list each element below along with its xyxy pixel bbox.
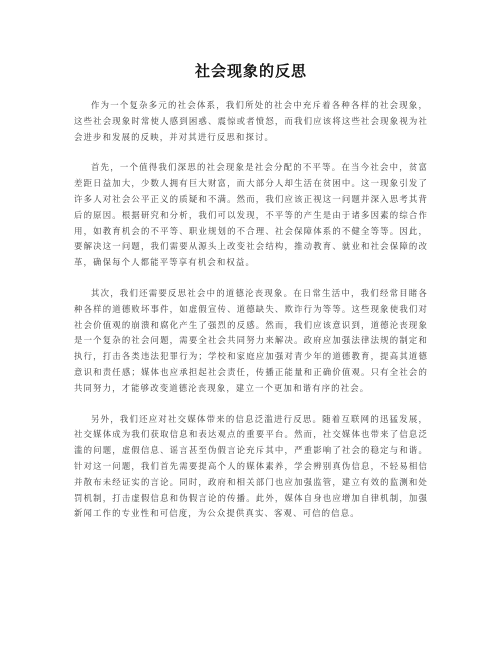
paragraph-morality: 其次，我们还需要反思社会中的道德沦丧现象。在日常生活中，我们经常目睹各种各样的道德败坏事件，如虚假宣传、道德缺失、欺诈行为等等。这些现象使我们对社会价值观的崩溃和腐化产生了强烈的反感。然而，我们应该意识到，道德沦丧现象是一个复杂的社会问题，需要全社会共同努力来解决。政府应加强法律法规的制定和执行，打击各类违法犯罪行为；学校和家庭应加强对青少年的道德教育，提高其道德意识和责任感；媒体也应承担起社会责任，传播正能量和正确价值观。只有全社会的共同努力，才能够改变道德沦丧现象，建立一个更加和谐有序的社会。 — [74, 287, 428, 393]
document-body — [74, 98, 428, 537]
document-title: 社会现象的反思 — [194, 62, 307, 80]
paragraph-social-media: 另外，我们还应对社交媒体带来的信息泛滥进行反思。随着互联网的迅猛发展，社交媒体成为我们获取信息和表达观点的重要平台。然而，社交媒体也带来了信息泛滥的问题，虚假信息、谣言甚至伪假言论充斥其中，严重影响了社会的稳定与和谐。针对这一问题，我们首先需要提高个人的媒体素养，学会辨别真伪信息，不轻易相信并散布未经证实的言论。同时，政府和相关部门也应加强监管，建立有效的监测和处罚机制，打击虚假信息和伪假言论的传播。此外，媒体自身也应增加自律机制，加强新闻工作的专业性和可信度，为公众提供真实、客观、可信的信息。 — [74, 413, 428, 519]
paragraph-inequality: 首先，一个值得我们深思的社会现象是社会分配的不平等。在当今社会中，贫富差距日益加大，少数人拥有巨大财富，而大部分人却生活在贫困中。这一现象引发了许多人对社会公平正义的质疑和不满。然而，我们应该正视这一问题并深入思考其背后的原因。根据研究和分析，我们可以发现，不平等的产生是由于诸多因素的综合作用，如教育机会的不平等、职业规划的不合理、社会保障体系的不健全等等。因此，要解决这一问题，我们需要从源头上改变社会结构，推动教育、就业和社会保障的改革，确保每个人都能平等享有机会和权益。 — [74, 162, 428, 268]
paragraph-intro: 作为一个复杂多元的社会体系，我们所处的社会中充斥着各种各样的社会现象，这些社会现象时常使人感到困惑、震惊或者愤怒，而我们应该将这些社会现象视为社会进步和发展的反映，并对其进行反思和探讨。 — [74, 100, 428, 142]
